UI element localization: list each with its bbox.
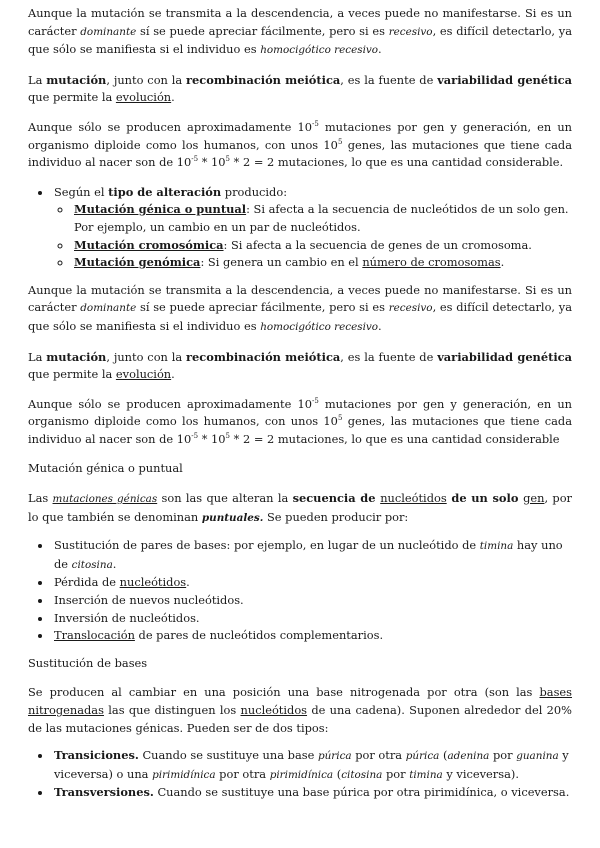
list-item: • Transiciones. Cuando se sustituye una base púrica por otra púrica (adenina por guanina y viceversa) o una pirimidínica por otra pirimidínica (citosina por timina y viceversa). bbox=[52, 747, 572, 784]
link-numero-cromosomas[interactable]: número de cromosomas bbox=[362, 255, 501, 270]
paragraph-variability: La mutación, junto con la recombinación meiótica, es la fuente de variabilidad genética que permite la evolución. bbox=[28, 72, 572, 105]
list-item: ◦ Mutación genómica: Si genera un cambio en el número de cromosomas. bbox=[72, 254, 572, 272]
term-homocigotico: homocigótico recesivo bbox=[260, 320, 379, 333]
list-item: • Transversiones. Cuando se sustituye una base púrica por otra pirimidínica, o viceversa. bbox=[52, 784, 572, 802]
list-item: • Sustitución de pares de bases: por ejemplo, en lugar de un nucleótido de timina hay uno de citosina. bbox=[52, 537, 572, 574]
link-nucleotidos[interactable]: nucleótidos bbox=[119, 575, 187, 590]
link-mutacion-genica[interactable]: Mutación génica o puntual bbox=[74, 202, 247, 217]
link-translocacion[interactable]: Translocación bbox=[54, 628, 135, 643]
genica-causes-list bbox=[28, 537, 572, 645]
mutation-types-list bbox=[54, 201, 572, 271]
link-bases-nitrogenadas[interactable]: bases nitrogenadas bbox=[28, 685, 572, 717]
paragraph-mutation-rate: Aunque sólo se producen aproximadamente $10^{-5}$ mutaciones por gen y generación, en un organismo diploide como los humanos, con unos $10^5$ genes, las mutaciones que tiene cada individuo al nacer son de $10^{-5} * 10^5 * 2 = 2$ mutaciones, lo que es una cantidad considerable. bbox=[28, 119, 572, 170]
link-nucleotidos[interactable]: nucleótidos bbox=[380, 491, 447, 506]
section-heading-genica: Mutación génica o puntual bbox=[28, 461, 183, 476]
link-mutaciones-genicas[interactable]: mutaciones génicas bbox=[52, 493, 158, 506]
paragraph-variability: La mutación, junto con la recombinación meiótica, es la fuente de variabilidad genética que permite la evolución. bbox=[28, 349, 572, 382]
list-item: ◦ Mutación cromosómica: Si afecta a la secuencia de genes de un cromosoma. bbox=[72, 237, 572, 255]
term-homocigotico: homocigótico recesivo bbox=[260, 44, 379, 57]
list-item: ◦ Mutación génica o puntual: Si afecta a la secuencia de nucleótidos de un solo gen. Por ejemplo, un cambio en un par de nucleótidos. bbox=[72, 201, 572, 236]
paragraph-manifestation: Aunque la mutación se transmita a la descendencia, a veces puede no manifestarse. Si es un carácter dominante sí se puede apreciar fácilmente, pero si es recesivo, es difícil detectarlo, ya que sólo se manifiesta si el individuo es homocigótico recesivo. bbox=[28, 6, 573, 57]
paragraph-mutation-rate: Aunque sólo se producen aproximadamente $10^{-5}$ mutaciones por gen y generación, en un organismo diploide como los humanos, con unos $10^5$ genes, las mutaciones que tiene cada individuo al nacer son de $10^{-5} * 10^5 * 2 = 2$ mutaciones, lo que es una cantidad considerable bbox=[28, 396, 572, 446]
paragraph-manifestation: Aunque la mutación se transmita a la descendencia, a veces puede no manifestarse. Si es un carácter dominante sí se puede apreciar fácilmente, pero si es recesivo, es difícil detectarlo, ya que sólo se manifiesta si el individuo es homocigótico recesivo. bbox=[28, 282, 573, 333]
term-dominante: dominante bbox=[80, 302, 137, 315]
link-mutacion-cromosomica[interactable]: Mutación cromosómica bbox=[74, 237, 224, 252]
link-evolucion[interactable]: evolución bbox=[115, 367, 172, 382]
term-recesivo: recesivo bbox=[388, 302, 433, 315]
section-heading-sustitucion: Sustitución de bases bbox=[28, 655, 148, 670]
term-recesivo: recesivo bbox=[388, 25, 433, 38]
link-mutacion-genomica[interactable]: Mutación genómica bbox=[74, 255, 201, 270]
term-puntuales: puntuales. bbox=[201, 511, 264, 524]
term-dominante: dominante bbox=[80, 25, 137, 38]
list-item: • Translocación de pares de nucleótidos complementarios. bbox=[52, 627, 572, 645]
list-item: • Inversión de nucleótidos. bbox=[52, 610, 572, 628]
link-evolucion[interactable]: evolución bbox=[115, 90, 172, 105]
list-item: • Inserción de nuevos nucleótidos. bbox=[52, 592, 572, 610]
sustitucion-types-list bbox=[28, 747, 572, 802]
link-gen[interactable]: gen bbox=[523, 491, 545, 506]
paragraph-sustitucion: Se producen al cambiar en una posición una base nitrogenada por otra (son las bases nitrogenadas las que distinguen los nucleótidos de una cadena). Suponen alrededor del 20% de las mutaciones génicas. Pueden ser de dos tipos: bbox=[28, 685, 572, 735]
link-nucleotidos[interactable]: nucleótidos bbox=[240, 703, 308, 717]
classification-list bbox=[28, 184, 572, 272]
paragraph-genica: Las mutaciones génicas son las que alteran la secuencia de nucleótidos de un solo gen, por lo que también se denominan puntuales. Se pueden producir por: bbox=[28, 491, 573, 524]
list-item: • Según el tipo de alteración producido: ◦ Mutación génica o puntual: Si afecta a la secuencia de nucleótidos de un solo gen. Por ejemplo, un cambio en un par de nucleótidos. ◦ Mutación cromosómica: Si afecta a la secuencia de genes de un cromosoma. ◦ Mutación genómica: Si genera un cambio en el número de cromosomas. bbox=[52, 184, 572, 272]
list-item: • Pérdida de nucleótidos. bbox=[52, 574, 572, 592]
